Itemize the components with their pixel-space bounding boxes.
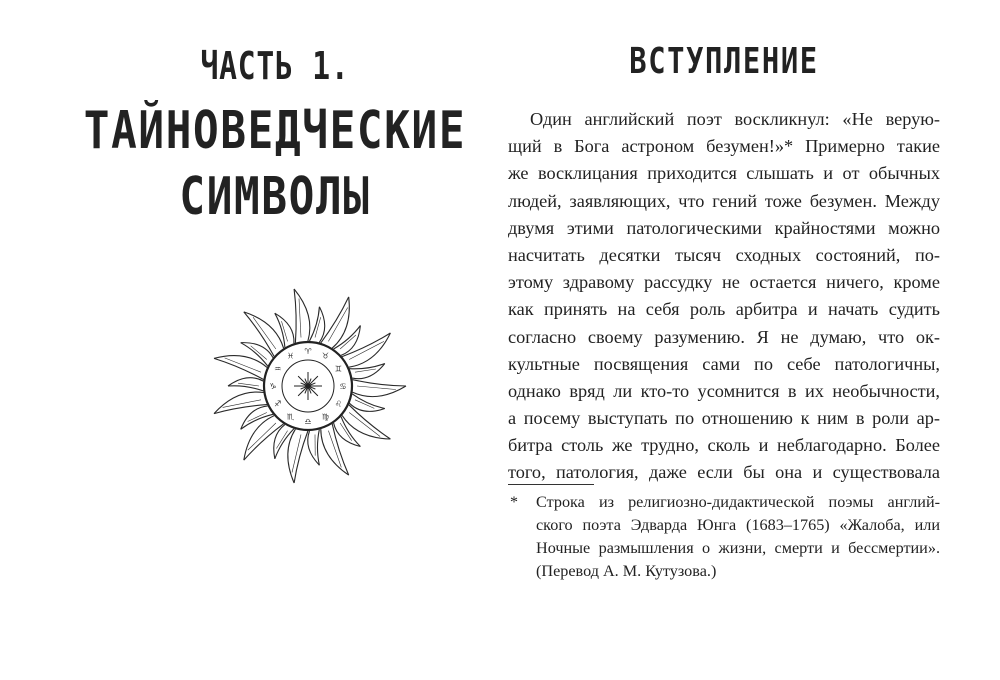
sun-ray	[244, 416, 274, 461]
zodiac-glyph: ♍	[321, 412, 330, 422]
sun-ray	[244, 424, 284, 460]
footnote-line: (Перевод А. М. Кутузова.)	[536, 562, 717, 580]
body-line: однако вряд ли кто-то усомнится в их необычности,	[508, 380, 940, 401]
footnote-line: Ночные размышления о жизни, смерти и бессмертии».	[536, 539, 940, 557]
sun-ray	[294, 431, 308, 483]
sun-ray	[349, 333, 391, 367]
zodiac-glyph: ♏	[286, 412, 295, 422]
body-line: согласно своему разумению. Я не думаю, что ок-	[508, 326, 940, 347]
sun-zodiac-emblem-icon	[208, 286, 408, 486]
sun-ray	[228, 378, 263, 386]
body-line: этому здравому рассудку не остается ничего, кроме	[508, 272, 940, 293]
body-line: двумя этими патологическими крайностями можно	[508, 217, 940, 238]
footnote-divider	[508, 484, 594, 485]
zodiac-glyph: ♑	[269, 382, 277, 391]
body-line: насчитать десятки тысяч сходных состояний, по-	[508, 244, 940, 265]
sun-ray-hatch	[340, 335, 356, 349]
body-line: как принять на себя роль арбитра и начать судить	[508, 299, 940, 320]
part-title-line-1: ТАЙНОВЕДЧЕСКИЕ	[83, 101, 467, 161]
sun-ray	[228, 386, 263, 391]
zodiac-glyph: ♈	[304, 347, 312, 356]
sun-ray-hatch	[292, 435, 301, 473]
sun-ray-hatch	[276, 431, 287, 449]
body-line: а посему выступать по отношению к ним в роли ар-	[508, 408, 940, 429]
sun-ray	[241, 343, 273, 358]
right-page	[508, 0, 940, 680]
footnote-line: Строка из религиозно-дидактической поэмы англий-	[536, 493, 940, 511]
body-line: того, патология, даже если бы она и существовала	[508, 462, 940, 483]
sun-ray	[319, 307, 324, 343]
sun-ray-hatch	[357, 386, 396, 390]
sun-ray	[294, 289, 296, 343]
body-line: Один английский поэт воскликнул: «Не верую-	[530, 109, 940, 129]
sun-ray	[241, 414, 273, 429]
sun-ray	[317, 430, 319, 466]
zodiac-glyph: ♌	[334, 399, 342, 409]
zodiac-glyph: ♓	[286, 351, 295, 361]
zodiac-glyph: ♎	[304, 417, 312, 426]
sun-ray	[275, 313, 285, 347]
sun-ray-hatch	[299, 299, 301, 338]
sun-ray	[310, 307, 320, 341]
part-title	[82, 98, 467, 230]
sun-ray	[288, 429, 296, 483]
body-line: людей, заявляющих, что гений тоже безумен. Между	[508, 190, 940, 211]
body-line: культные посвящения сами по себе патологичны,	[508, 353, 940, 374]
sun-ray	[349, 405, 391, 439]
sun-ray	[353, 380, 406, 386]
zodiac-glyph: ♋	[339, 382, 347, 391]
footnote-mark: *	[510, 494, 518, 511]
sun-ray	[214, 358, 264, 379]
zodiac-glyph: ♐	[274, 399, 282, 409]
sun-ray	[342, 415, 390, 439]
body-line: битра столь же трудно, сколь и неблагодарно. Более	[508, 435, 940, 456]
sun-ray	[353, 386, 406, 397]
body-line: щий в Бога астроном безумен!»* Примерно такие	[508, 136, 940, 157]
zodiac-glyph: ♉	[321, 351, 330, 361]
section-title: ВСТУПЛЕНИЕ	[629, 41, 819, 82]
sun-ray	[334, 326, 361, 350]
sun-ray	[341, 417, 360, 447]
part-title-line-2: СИМВОЛЫ	[179, 167, 371, 227]
sun-ray	[321, 297, 349, 343]
part-label: ЧАСТЬ 1.	[200, 44, 350, 88]
sun-ray-hatch	[355, 369, 376, 372]
footnote-line: ского поэта Эдварда Юнга (1683–1765) «Жалоба, или	[536, 516, 940, 534]
zodiac-glyph: ♊	[334, 364, 342, 374]
left-page	[40, 0, 510, 680]
sun-ray	[214, 392, 264, 414]
zodiac-glyph: ♒	[274, 364, 282, 374]
sun-ray-hatch	[349, 413, 380, 437]
body-text	[508, 106, 940, 487]
sun-ray-hatch	[328, 308, 347, 342]
body-line: же восклицания приходится слышать и от обычных	[508, 163, 940, 184]
sun-ray	[332, 424, 349, 475]
sun-ray	[241, 343, 268, 366]
